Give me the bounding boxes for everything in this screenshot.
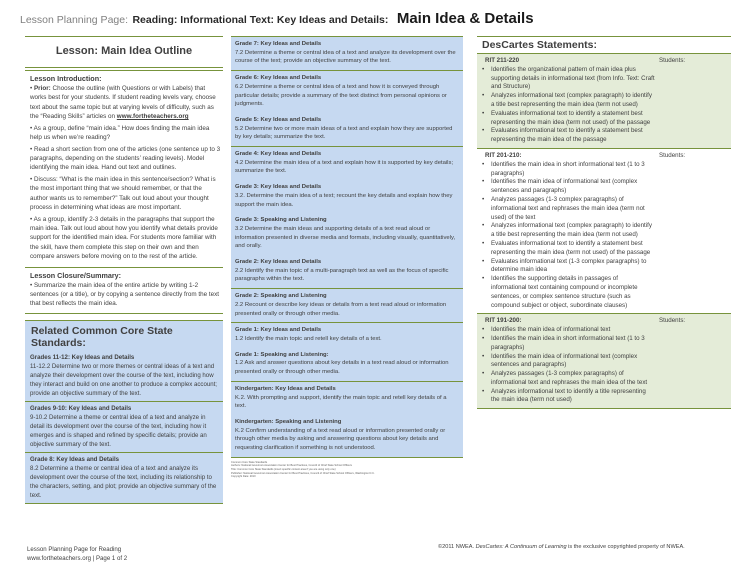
rit-statement: • Analyzes informational text (complex paragraph) to identify a title best representing the main idea (term not used) bbox=[481, 222, 655, 240]
footer-title: Lesson Planning Page for Reading bbox=[27, 546, 122, 553]
rit-band-191-200 bbox=[477, 313, 731, 409]
descartes-title: DesCartes Statements: bbox=[477, 36, 731, 53]
intro-item: • Read a short section from one of the articles (one sentence up to 3 paragraphs, depending on the students’ reading levels). Model identifying the main idea. Hand out text and outlines. bbox=[30, 145, 221, 172]
rit-statement: • Identifies the organizational pattern of main idea plus supporting details in informational text (from Info. Text: Craft and Structure) bbox=[481, 66, 655, 92]
intro-title: Lesson Introduction: bbox=[30, 74, 102, 83]
fortheteachers-link[interactable]: www.fortheteachers.org bbox=[116, 112, 189, 120]
right-column bbox=[477, 36, 731, 409]
standards-box bbox=[231, 36, 463, 458]
intro-item: • As a group, define “main idea.” How does finding the main idea help us when we’re reading? bbox=[30, 124, 210, 141]
intro-item: • Prior: Choose the outline (with Questions or with Labels) that works best for your students. If student reading levels vary, choose text about the same topic but at varying levels of difficulty, such as the “Reading Skills” articles on www.fortheteachers.org bbox=[30, 85, 216, 120]
closure-title: Lesson Closure/Summary: bbox=[30, 270, 122, 280]
ccss-title: Related Common Core State Standards: bbox=[31, 324, 173, 349]
rit-band-211-220 bbox=[477, 53, 731, 148]
rit-statement: • Evaluates informational text to identify a statement best representing the main idea (term not used) of the passage bbox=[481, 110, 655, 128]
copyright-notice: ©2011 NWEA. DesCartes: A Continuum of Learning is the exclusive copyrighted property of NWEA. bbox=[438, 544, 685, 550]
footer-left bbox=[27, 545, 127, 563]
rit-statement: • Identifies the main idea in short informational text (1 to 3 paragraphs) bbox=[481, 161, 655, 179]
standard-item: Kindergarten: Key Ideas and Details K.2. With prompting and support, identify the main topic and retell key details of a text. bbox=[231, 381, 463, 415]
rit-band-heading: RIT 191-200: bbox=[485, 317, 522, 325]
students-label: Students: bbox=[659, 57, 686, 64]
standard-item: Grade 1: Speaking and Listening: 1.2 Ask and answer questions about key details in a text read aloud or information presented orally or through other media. bbox=[235, 351, 449, 376]
page-title: Main Idea & Details bbox=[396, 10, 534, 27]
rit-statement: • Identifies the main idea of informational text (complex sentences and paragraphs) bbox=[481, 178, 655, 196]
rit-statement: • Identifies the main idea of informational text (complex sentences and paragraphs) bbox=[481, 353, 655, 371]
lesson-introduction bbox=[25, 70, 223, 267]
standard-item: Grade 3: Key Ideas and Details 3.2. Determine the main idea of a text; recount the key details and explain how they support the main idea. bbox=[235, 184, 453, 208]
students-label: Students: bbox=[659, 317, 686, 325]
rit-statement: • Analyzes informational text to identify a title representing the main idea (term not used) bbox=[481, 388, 655, 406]
standard-item: Grade 3: Speaking and Listening 3.2 Determine the main ideas and supporting details of a text read aloud or information presented in diverse media and formats, including visually, quantitatively, and orally. bbox=[235, 217, 456, 250]
left-column bbox=[25, 36, 223, 504]
closure-text: • Summarize the main idea of the entire article by writing 1-2 sentences (or a title), or by copying a sentence directly from the text that best reflects the main idea. bbox=[30, 281, 219, 308]
rit-statement: • Identifies the supporting details in passages of informational text containing compound or incomplete sentences, or complex sentence structure (such as compound subject or object, subordinate clauses) bbox=[481, 275, 655, 310]
standard-item: Grades 11-12: Key Ideas and Details 11-12.2 Determine two or more themes or central ideas of a text and analyze their development over the course of the text, including how they interact and build on one another to produce a complex account; provide an objective summary of the text. bbox=[30, 353, 217, 397]
standard-item: Grades 9-10: Key Ideas and Details 9-10.2 Determine a theme or central idea of a text and analyze in detail its development over the course of the text, including how it emerges and is shaped and refined by specific details; provide an objective summary of the text. bbox=[25, 401, 223, 452]
standard-item: Grade 5: Key Ideas and Details 5.2 Determine two or more main ideas of a text and explain how they are supported by key details; summarize the text. bbox=[235, 116, 453, 141]
intro-item: • As a group, identify 2-3 details in the paragraphs that support the main idea. Talk out loud about how you identify what details provide support for the identified main idea. For students more familiar with the skill, have them complete this step on their own and then compare answers before moving on to the rest of the article. bbox=[30, 215, 218, 261]
standard-item: Kindergarten: Speaking and Listening K.2 Confirm understanding of a text read aloud or information presented orally or through other media by asking and answering questions about key details and requesting clarification if something is not understood. bbox=[235, 418, 446, 452]
ccss-citation: Common Core State Standards Authors: National Governors Association Center for Best Practices, Council of Chief State School Officers Title: Common Core State Standards (insert specific content area if you are using only one) Publisher: National Governors Association Center for Best Practices, Council of Chief State School Officers, Washington D.C. Copyright Date: 2010 bbox=[231, 460, 375, 479]
intro-item: • Discuss: “What is the main idea in this sentence/section? What is the most important thing that we should remember, or that the author wants us to remember?” Talk out loud about your thought process in determining what ideas are most important. bbox=[30, 176, 216, 212]
standard-item: Grade 2: Speaking and Listening 2.2 Recount or describe key ideas or details from a text read aloud or information presented orally or through other media. bbox=[231, 288, 463, 322]
rit-statement: • Evaluates informational text to identify a statement best representing the main idea of the passage bbox=[481, 127, 655, 145]
rit-statement: • Evaluates informational text to identify a statement best representing the main idea (term not used) of the passage bbox=[481, 240, 655, 258]
header-subject: Reading: Informational Text: Key Ideas and Details: bbox=[132, 14, 389, 26]
standard-item: Grade 8: Key Ideas and Details 8.2 Determine a theme or central idea of a text and analyze its development over the course of the text, including its relationship to the characters, setting, and plot; provide an objective summary of the text. bbox=[25, 452, 223, 503]
rit-band-heading: RIT 201-210: bbox=[485, 151, 522, 159]
rit-statement: • Analyzes informational text (complex paragraph) to identify a title best representing the main idea (term not used) bbox=[481, 92, 655, 110]
header-prefix: Lesson Planning Page: bbox=[20, 14, 128, 26]
middle-column bbox=[231, 36, 463, 479]
rit-statement: • Analyzes passages (1-3 complex paragraphs) of informational text and rephrases the main idea of the text bbox=[481, 370, 655, 388]
standard-item: Grade 1: Key Ideas and Details 1.2 Identify the main topic and retell key details of a text. bbox=[231, 322, 463, 347]
standard-item: Grade 2: Key Ideas and Details 2.2 Identify the main topic of a multi-paragraph text as well as the focus of specific paragraphs within the text. bbox=[235, 259, 449, 283]
lesson-closure bbox=[25, 267, 223, 314]
page-header bbox=[20, 10, 534, 28]
students-label: Students: bbox=[659, 151, 686, 159]
footer-page-info: www.fortheteachers.org | Page 1 of 2 bbox=[27, 555, 128, 562]
rit-band-201-210 bbox=[477, 148, 731, 313]
standard-item: Grade 4: Key Ideas and Details 4.2 Determine the main idea of a text and explain how it is supported by key details; summarize the text. bbox=[231, 146, 463, 180]
standard-item: Grade 6: Key Ideas and Details 6.2 Determine a theme or central idea of a text and how it is conveyed through particular details; provide a summary of the text distinct from personal opinions or judgments. bbox=[231, 70, 463, 113]
rit-statement: • Identifies the main idea in short informational text (1 to 3 paragraphs) bbox=[481, 335, 655, 353]
lesson-title: Lesson: Main Idea Outline bbox=[25, 36, 223, 68]
standard-item: Grade 7: Key Ideas and Details 7.2 Determine a theme or central idea of a text and analyze its development over the course of the text; provide an objective summary of the text. bbox=[235, 41, 456, 65]
rit-statement: • Evaluates informational text (1-3 complex paragraphs) to determine main idea bbox=[481, 258, 655, 276]
rit-statement: • Identifies the main idea of informational text bbox=[481, 326, 655, 335]
rit-band-heading: RIT 211-220 bbox=[485, 57, 520, 64]
ccss-standards-box bbox=[25, 320, 223, 504]
rit-statement: • Analyzes passages (1-3 complex paragraphs) of informational text and rephrases the main idea (term not used) of the text bbox=[481, 196, 655, 222]
